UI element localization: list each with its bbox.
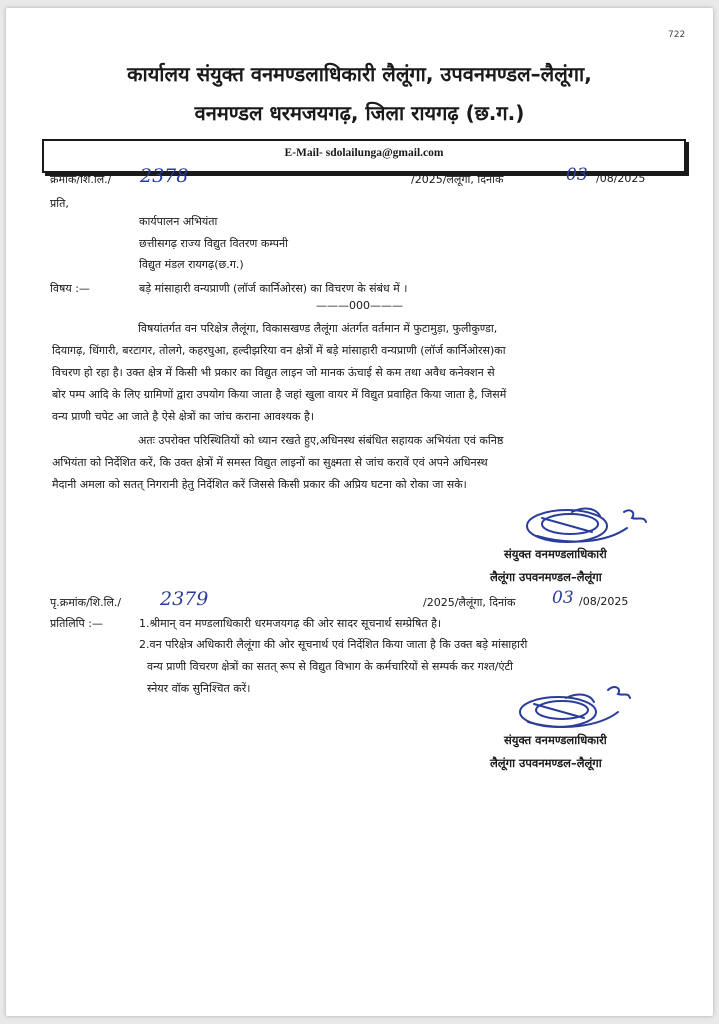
subject-label: विषय :— xyxy=(50,282,90,295)
para2-line: अभियंता को निर्देशित करें, कि उक्त क्षेत्रों में समस्त विद्युत लाइनों का सुक्ष्मता से जांच करावें एवं अपने अधिनस्थ xyxy=(52,456,488,469)
para1-line: विचरण हो रहा है। उक्त क्षेत्र में किसी भी प्रकार का विद्युत लाइन जो मानक ऊंचाई से कम तथा अवैध कनेक्शन से xyxy=(52,366,495,379)
signature-1-designation: संयुक्त वनमण्डलाधिकारी xyxy=(504,547,607,561)
para1-line: दियागढ़, धिंगारी, बरटागर, तोलगे, कहरघुआ, हल्दीझरिया वन क्षेत्रों में बड़े मांसाहारी वन्यप्राणी (लॉर्ज कार्निओरस)का xyxy=(52,344,506,357)
page-number: 722 xyxy=(668,30,686,40)
para2-line: अतः उपरोक्त परिस्थितियों को ध्यान रखते हुए,अधिनस्थ संबंधित सहायक अभियंता एवं कनिष्ठ xyxy=(138,434,504,447)
para1-line: बोर पम्प आदि के लिए ग्रामिणों द्वारा उपयोग किया जाता है जहां खुला वायर में विद्युत प्रवाहित किया जाता है, जिसमें xyxy=(52,388,507,401)
endorsement-date-label: /2025/लैलूंगा, दिनांक xyxy=(423,596,516,609)
endorsement-number-label: पृ.क्रमांक/शि.लि./ xyxy=(50,596,122,609)
handwritten-signature-2 xyxy=(508,680,658,734)
ref-date-month-year: /08/2025 xyxy=(596,172,646,185)
body-paragraph-1 xyxy=(52,318,692,428)
ref-number-handwritten: 2378 xyxy=(140,165,189,187)
recipient-to: प्रति, xyxy=(50,197,69,210)
endorsement-date-month-year: /08/2025 xyxy=(579,595,629,608)
letterhead-district-line: वनमण्डल धरमजयगढ़, जिला रायगढ़ (छ.ग.) xyxy=(194,101,525,125)
signature-1-office: लैलूंगा उपवनमण्डल–लैलूंगा xyxy=(490,570,602,584)
copy-to-label: प्रतिलिपि :— xyxy=(50,617,103,630)
copy-item-2-line: 2.वन परिक्षेत्र अधिकारी लैलूंगा की ओर सूचनार्थ एवं निर्देशित किया जाता है कि उक्त बड़े मांसाहारी xyxy=(139,638,528,651)
para1-line: वन्य प्राणी चपेट आ जाते है ऐसे क्षेत्रों का जांच कराना आवश्यक है। xyxy=(52,410,314,423)
body-paragraph-2 xyxy=(52,430,692,496)
separator: ———000——— xyxy=(316,299,403,312)
signature-2-designation: संयुक्त वनमण्डलाधिकारी xyxy=(504,733,607,747)
copy-to-item-1: 1.श्रीमान् वन मण्डलाधिकारी धरमजयगढ़ की ओर सादर सूचनार्थ सम्प्रेषित है। xyxy=(139,617,442,630)
para1-line: विषयांतर्गत वन परिक्षेत्र लैलूंगा, विकासखण्ड लैलूंगा अंतर्गत वर्तमान में फुटामुड़ा, फुलीकुण्डा, xyxy=(138,322,498,335)
letterhead-office-line: कार्यालय संयुक्त वनमण्डलाधिकारी लैलूंगा, उपवनमण्डल–लैलूंगा, xyxy=(127,62,592,86)
recipient-company: छत्तीसगढ़ राज्य विद्युत वितरण कम्पनी xyxy=(139,237,288,250)
recipient-designation: कार्यपालन अभियंता xyxy=(139,215,218,228)
signature-2-office: लैलूंगा उपवनमण्डल–लैलूंगा xyxy=(490,756,602,770)
subject-text: बड़े मांसाहारी वन्यप्राणी (लॉर्ज कार्निओरस) का विचरण के संबंध में । xyxy=(139,282,408,295)
endorsement-number-handwritten: 2379 xyxy=(160,588,209,610)
copy-item-2-line: वन्य प्राणी विचरण क्षेत्रों का सतत् रूप से विद्युत विभाग के कर्मचारियों से सम्पर्क कर गश्त/एंटी xyxy=(147,660,513,673)
ref-number-label: क्रमांक/शि.लि./ xyxy=(50,173,112,186)
ref-date-label: /2025/लैलूंगा, दिनांक xyxy=(411,173,504,186)
copy-item-2-line: स्नेयर वॉक सुनिश्चित करें। xyxy=(147,682,251,695)
letterhead-email: E-Mail- sdolailunga@gmail.com xyxy=(284,147,444,159)
endorsement-date-day-handwritten: 03 xyxy=(552,588,574,608)
handwritten-signature-1 xyxy=(512,498,662,550)
recipient-division: विद्युत मंडल रायगढ़(छ.ग.) xyxy=(139,258,244,271)
para2-line: मैदानी अमला को सतत् निगरानी हेतु निर्देशित करें जिससे किसी प्रकार की अप्रिय घटना को रोका जा सके। xyxy=(52,478,467,491)
ref-date-day-handwritten: 03 xyxy=(566,165,588,185)
